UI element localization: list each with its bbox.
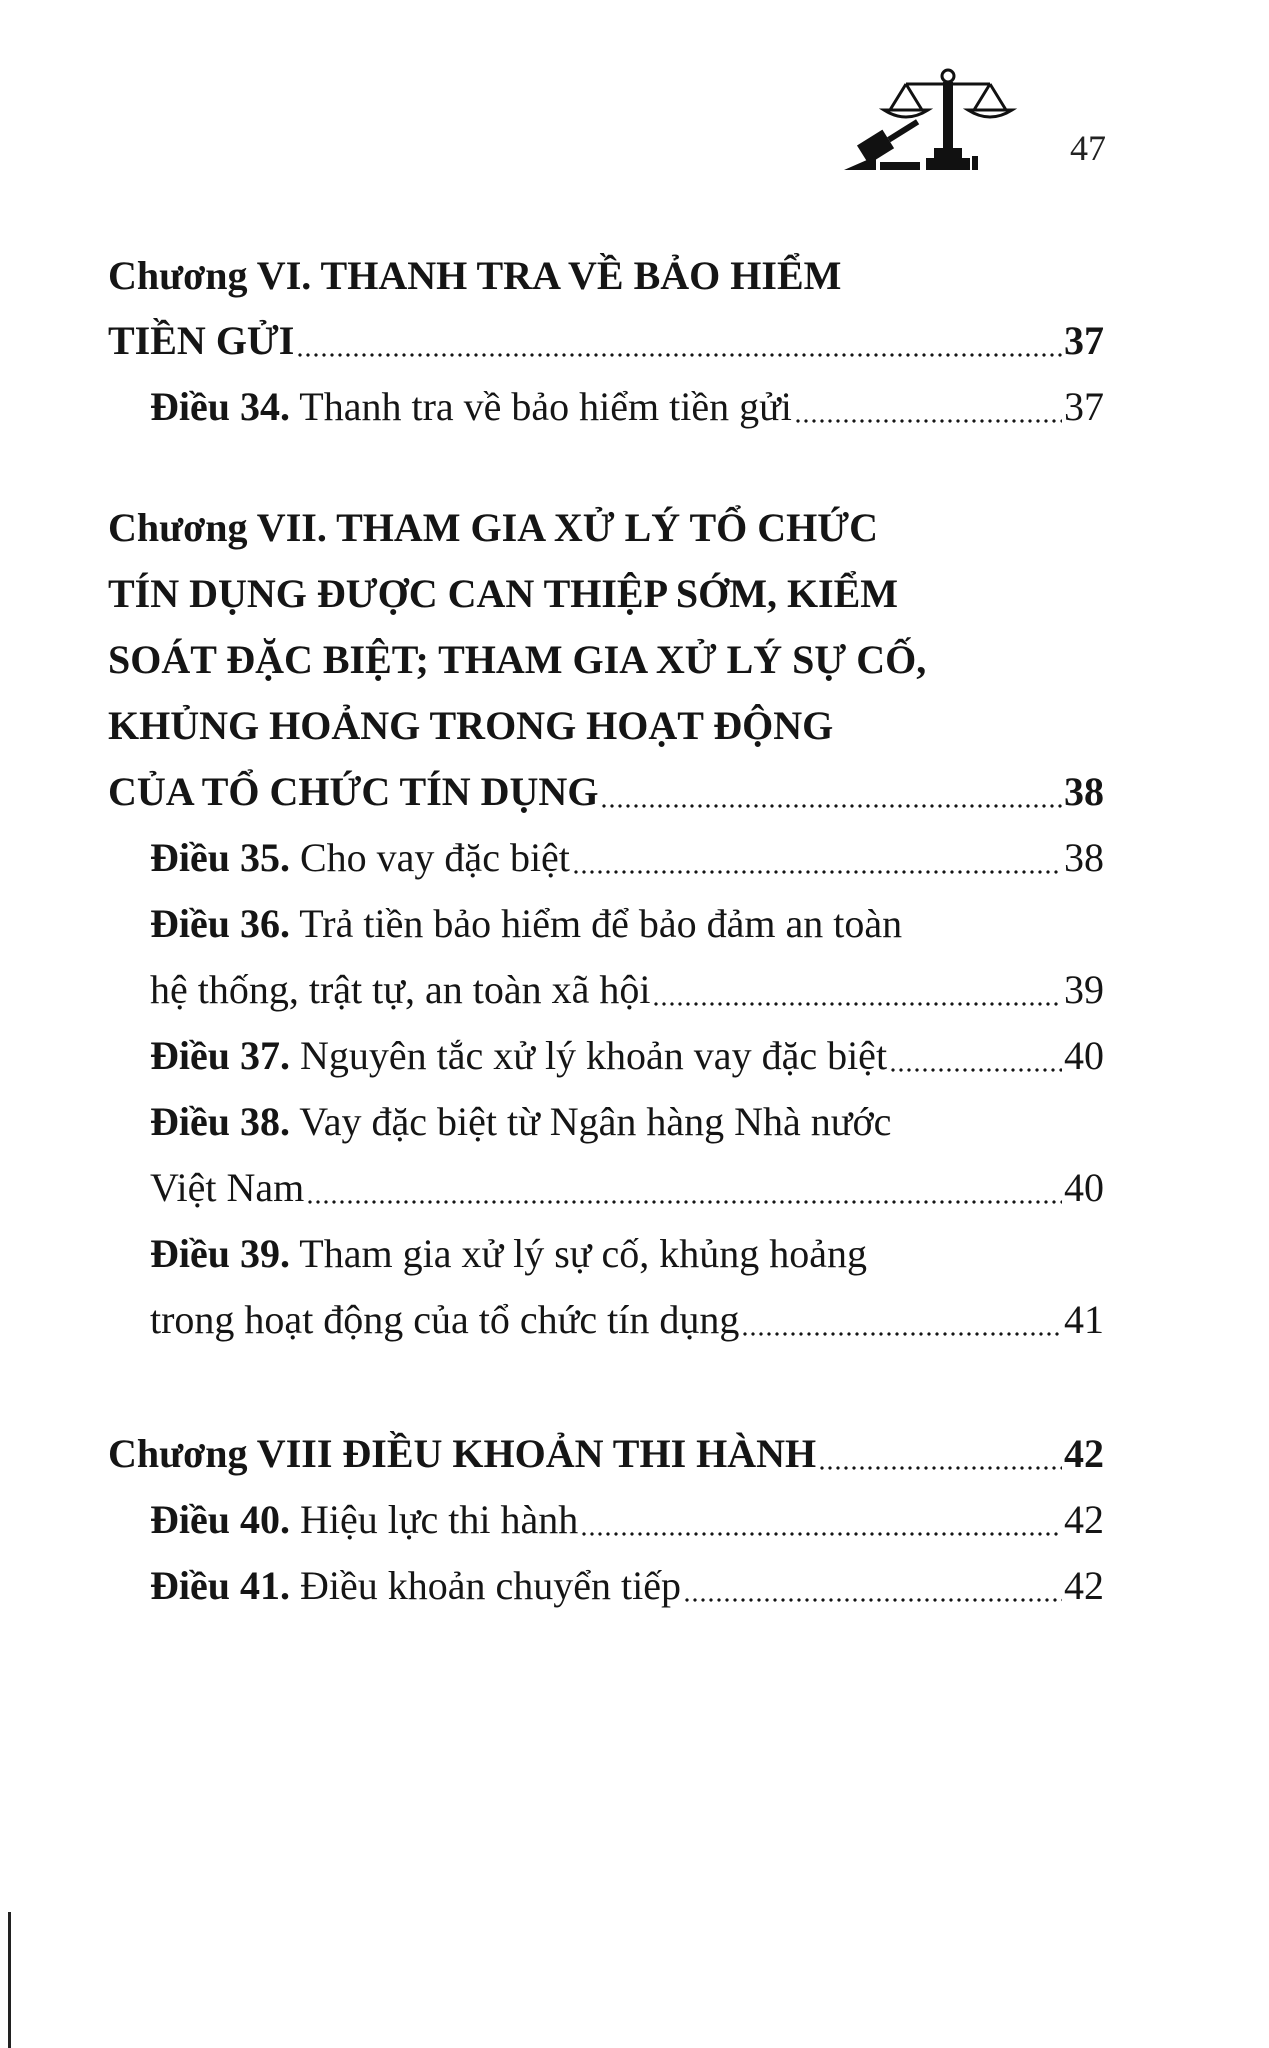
toc-chapter-6-title-line-2: TIỀN GỬI: [108, 318, 295, 363]
toc-article-37: [150, 1026, 1104, 1086]
toc-chapter-7-line-4: [108, 696, 1104, 756]
toc-article-35-label: Điều 35.: [150, 835, 290, 880]
toc-chapter-7-line-2: [108, 564, 1104, 624]
toc-article-37-label: Điều 37.: [150, 1033, 290, 1078]
toc-chapter-8-title: Chương VIII ĐIỀU KHOẢN THI HÀNH: [108, 1431, 817, 1476]
leader-dots: [306, 1158, 1062, 1218]
toc-article-36-line-2: [150, 960, 1104, 1020]
leader-dots: [741, 1290, 1062, 1350]
leader-dots: [889, 1026, 1062, 1086]
toc-article-36-page: 39: [1064, 967, 1104, 1012]
toc-article-37-page: 40: [1064, 1033, 1104, 1078]
toc-article-40-title: Hiệu lực thi hành: [290, 1497, 579, 1542]
toc-article-41-page: 42: [1064, 1563, 1104, 1608]
toc-chapter-6-title-line-1: Chương VI. THANH TRA VỀ BẢO HIỂM: [108, 253, 842, 298]
toc-chapter-7-page: 38: [1064, 769, 1104, 814]
toc-article-38-line-1: [150, 1092, 1104, 1152]
toc-article-39-label: Điều 39.: [150, 1231, 290, 1276]
leader-dots: [580, 1490, 1062, 1550]
toc-chapter-7-title-line-1: Chương VII. THAM GIA XỬ LÝ TỔ CHỨC: [108, 505, 878, 550]
toc-article-38-title-line-1: Vay đặc biệt từ Ngân hàng Nhà nước: [290, 1099, 892, 1144]
toc-article-34-label: Điều 34.: [150, 384, 290, 429]
toc-chapter-7-title-line-5: CỦA TỔ CHỨC TÍN DỤNG: [108, 769, 599, 814]
toc-article-35: [150, 828, 1104, 888]
toc-article-34: [150, 377, 1104, 437]
toc-article-34-page: 37: [1064, 384, 1104, 429]
toc-article-40: [150, 1490, 1104, 1550]
toc-chapter-6-page: 37: [1064, 318, 1104, 363]
leader-dots: [794, 377, 1062, 437]
toc-article-36-label: Điều 36.: [150, 901, 290, 946]
toc-article-35-page: 38: [1064, 835, 1104, 880]
leader-dots: [296, 311, 1062, 371]
toc-article-41: [150, 1556, 1104, 1616]
toc-article-36-title-line-1: Trả tiền bảo hiểm để bảo đảm an toàn: [290, 901, 903, 946]
toc-chapter-7-title-line-3: SOÁT ĐẶC BIỆT; THAM GIA XỬ LÝ SỰ CỐ,: [108, 637, 927, 682]
toc-article-38-label: Điều 38.: [150, 1099, 290, 1144]
page-number: 47: [1070, 128, 1106, 168]
toc-article-38-line-2: [150, 1158, 1104, 1218]
toc-chapter-7-line-1: [108, 498, 1104, 558]
toc-article-37-title: Nguyên tắc xử lý khoản vay đặc biệt: [290, 1033, 888, 1078]
toc-article-34-title: Thanh tra về bảo hiểm tiền gửi: [290, 384, 792, 429]
toc-chapter-8: [108, 1424, 1104, 1484]
leader-dots: [572, 828, 1062, 888]
toc-article-38-title-line-2: Việt Nam: [150, 1165, 305, 1210]
toc-article-40-label: Điều 40.: [150, 1497, 290, 1542]
toc-article-41-label: Điều 41.: [150, 1563, 290, 1608]
toc-article-40-page: 42: [1064, 1497, 1104, 1542]
toc-article-41-title: Điều khoản chuyển tiếp: [290, 1563, 681, 1608]
toc-article-35-title: Cho vay đặc biệt: [290, 835, 570, 880]
toc-article-39-line-1: [150, 1224, 1104, 1284]
toc-chapter-7-title-line-2: TÍN DỤNG ĐƯỢC CAN THIỆP SỚM, KIỂM: [108, 571, 899, 616]
toc-article-39-page: 41: [1064, 1297, 1104, 1342]
leader-dots: [818, 1424, 1062, 1484]
leader-dots: [683, 1556, 1062, 1616]
toc-article-38-page: 40: [1064, 1165, 1104, 1210]
toc-article-36-line-1: [150, 894, 1104, 954]
toc-article-39-title-line-1: Tham gia xử lý sự cố, khủng hoảng: [290, 1231, 867, 1276]
toc-chapter-7-line-5: [108, 762, 1104, 822]
toc-chapter-7-title-line-4: KHỦNG HOẢNG TRONG HOẠT ĐỘNG: [108, 703, 834, 748]
leader-dots: [652, 960, 1062, 1020]
toc-article-36-title-line-2: hệ thống, trật tự, an toàn xã hội: [150, 967, 651, 1012]
toc-chapter-7-line-3: [108, 630, 1104, 690]
toc-article-39-line-2: [150, 1290, 1104, 1350]
leader-dots: [600, 762, 1062, 822]
toc-chapter-6-line-2: [108, 311, 1104, 371]
toc-chapter-8-page: 42: [1064, 1431, 1104, 1476]
toc-article-39-title-line-2: trong hoạt động của tổ chức tín dụng: [150, 1297, 740, 1342]
toc-chapter-6-line-1: [108, 246, 1104, 306]
